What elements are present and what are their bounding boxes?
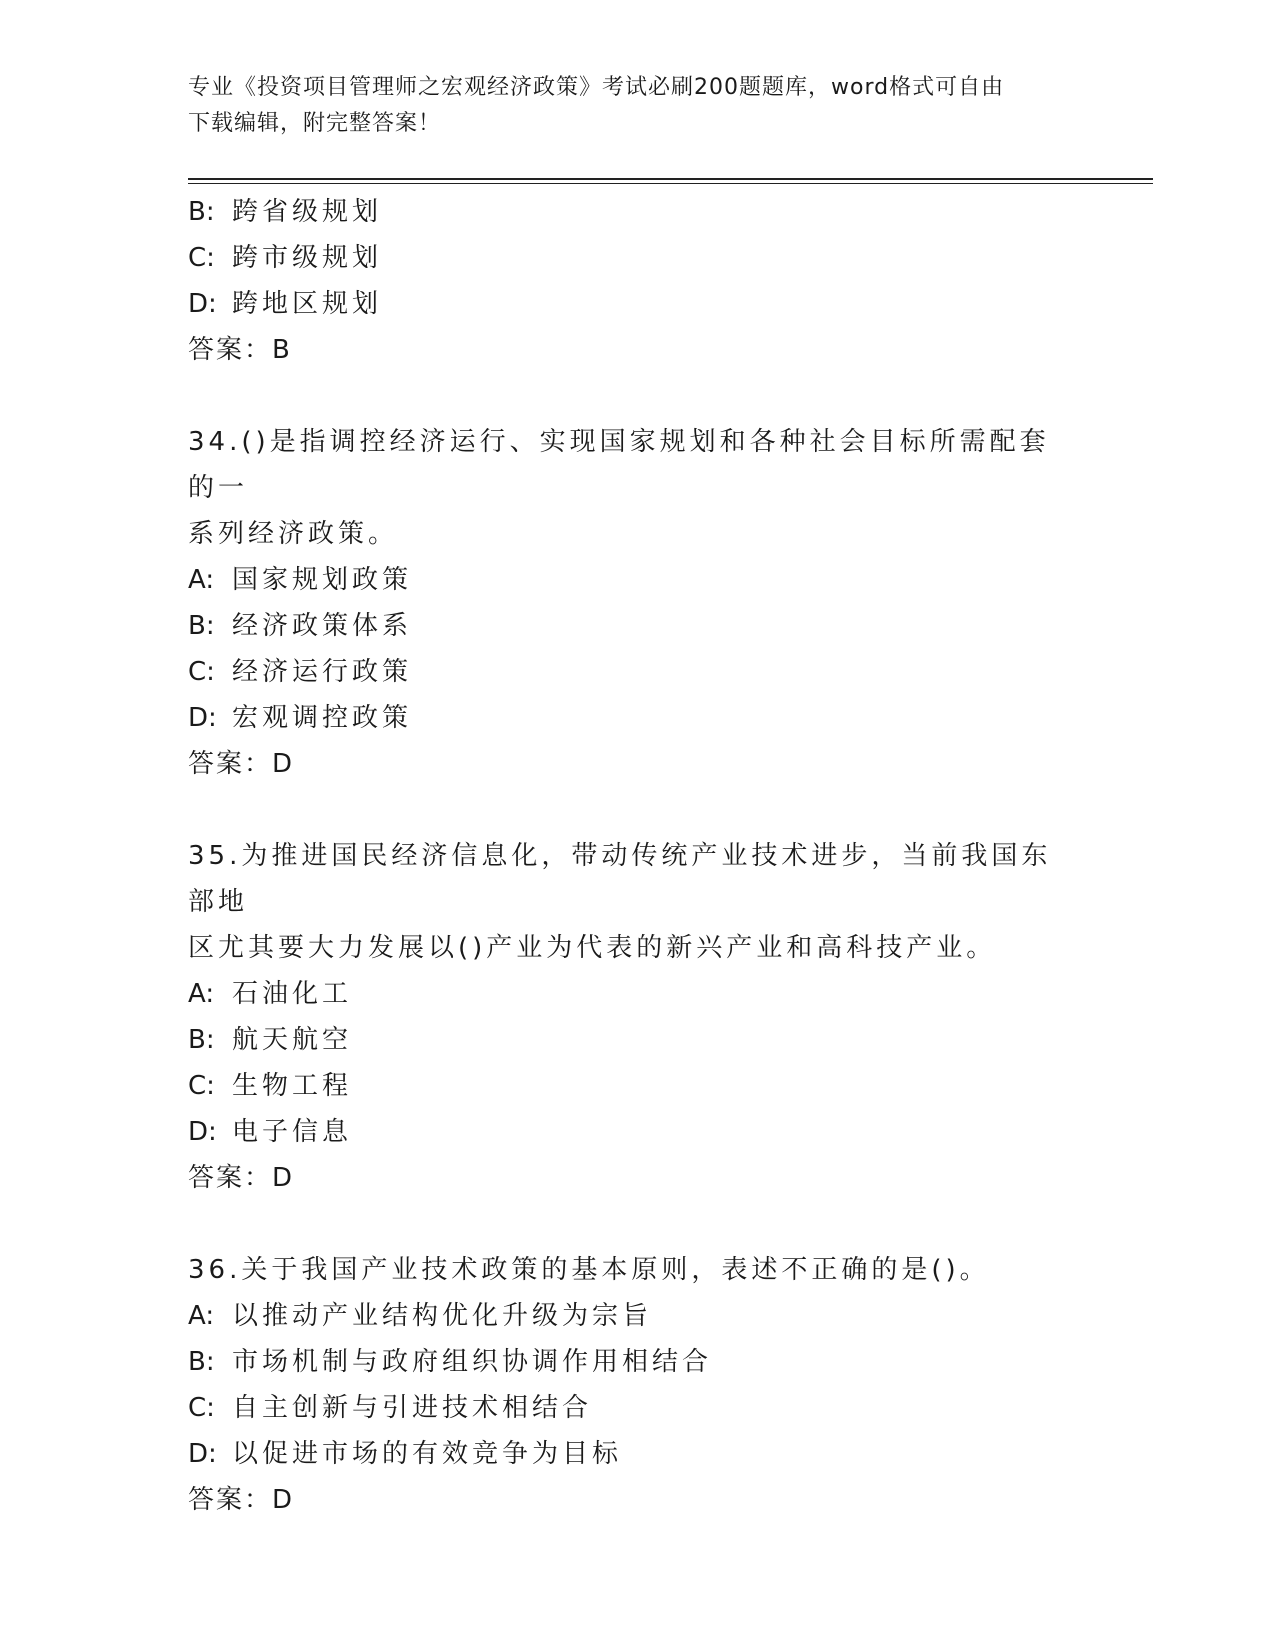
- option-text: 国家规划政策: [232, 565, 413, 595]
- answer-label: 答案：: [188, 749, 273, 779]
- question-list: [188, 189, 1088, 1523]
- option-letter: C:: [188, 243, 215, 273]
- option-text: 以促进市场的有效竞争为目标: [232, 1439, 623, 1469]
- option-text: 石油化工: [232, 979, 353, 1009]
- option-d: [188, 281, 1088, 327]
- option-c: [188, 1063, 1088, 1109]
- question-35: [188, 833, 1088, 1201]
- question-36: [188, 1247, 1088, 1523]
- answer-line: [188, 741, 1088, 787]
- option-letter: C:: [188, 657, 215, 687]
- option-letter: C:: [188, 1393, 215, 1423]
- question-33-tail: [188, 189, 1088, 373]
- option-a: [188, 1293, 1088, 1339]
- question-stem-line: 系列经济政策。: [188, 519, 399, 549]
- option-b: [188, 189, 1088, 235]
- option-d: [188, 1109, 1088, 1155]
- header-divider: [188, 178, 1153, 180]
- question-34: [188, 419, 1088, 787]
- option-b: [188, 1339, 1088, 1385]
- option-text: 以推动产业结构优化升级为宗旨: [232, 1301, 653, 1331]
- option-letter: B:: [188, 1347, 215, 1377]
- question-stem: [188, 419, 1068, 557]
- option-text: 生物工程: [232, 1071, 353, 1101]
- answer-value: D: [272, 1163, 293, 1193]
- option-letter: A:: [188, 1301, 215, 1331]
- page-header: [188, 70, 1068, 142]
- answer-label: 答案：: [188, 1163, 273, 1193]
- option-c: [188, 649, 1088, 695]
- option-letter: A:: [188, 565, 215, 595]
- header-divider-thin: [188, 183, 1153, 184]
- question-stem-line: 35.为推进国民经济信息化，带动传统产业技术进步，当前我国东部地: [188, 841, 1052, 917]
- option-c: [188, 1385, 1088, 1431]
- option-letter: D:: [188, 1439, 217, 1469]
- question-stem-line: 36.关于我国产业技术政策的基本原则，表述不正确的是()。: [188, 1255, 990, 1285]
- answer-value: D: [272, 749, 293, 779]
- option-letter: B:: [188, 1025, 215, 1055]
- option-letter: A:: [188, 979, 215, 1009]
- answer-value: B: [272, 335, 290, 365]
- option-b: [188, 603, 1088, 649]
- question-stem-line: 区尤其要大力发展以()产业为代表的新兴产业和高科技产业。: [188, 933, 997, 963]
- header-title-line-1: 专业《投资项目管理师之宏观经济政策》考试必刷200题题库，word格式可自由: [188, 75, 1005, 100]
- question-stem: [188, 833, 1068, 971]
- header-title-line-2: 下载编辑，附完整答案！: [188, 111, 442, 136]
- question-stem-line: 34.()是指调控经济运行、实现国家规划和各种社会目标所需配套的一: [188, 427, 1050, 503]
- answer-value: D: [272, 1485, 293, 1515]
- option-a: [188, 971, 1088, 1017]
- option-text: 电子信息: [232, 1117, 353, 1147]
- answer-line: [188, 1155, 1088, 1201]
- answer-label: 答案：: [188, 335, 273, 365]
- option-text: 市场机制与政府组织协调作用相结合: [232, 1347, 713, 1377]
- option-text: 宏观调控政策: [232, 703, 413, 733]
- option-text: 经济运行政策: [232, 657, 413, 687]
- option-letter: D:: [188, 703, 217, 733]
- option-letter: D:: [188, 289, 217, 319]
- option-text: 跨市级规划: [232, 243, 383, 273]
- answer-line: [188, 327, 1088, 373]
- option-text: 自主创新与引进技术相结合: [232, 1393, 593, 1423]
- option-letter: D:: [188, 1117, 217, 1147]
- option-letter: C:: [188, 1071, 215, 1101]
- option-a: [188, 557, 1088, 603]
- option-text: 跨省级规划: [232, 197, 383, 227]
- option-letter: B:: [188, 197, 215, 227]
- answer-line: [188, 1477, 1088, 1523]
- option-text: 经济政策体系: [232, 611, 413, 641]
- option-b: [188, 1017, 1088, 1063]
- option-letter: B:: [188, 611, 215, 641]
- answer-label: 答案：: [188, 1485, 273, 1515]
- option-text: 跨地区规划: [232, 289, 383, 319]
- option-text: 航天航空: [232, 1025, 353, 1055]
- option-d: [188, 695, 1088, 741]
- option-d: [188, 1431, 1088, 1477]
- option-c: [188, 235, 1088, 281]
- question-stem: [188, 1247, 1068, 1293]
